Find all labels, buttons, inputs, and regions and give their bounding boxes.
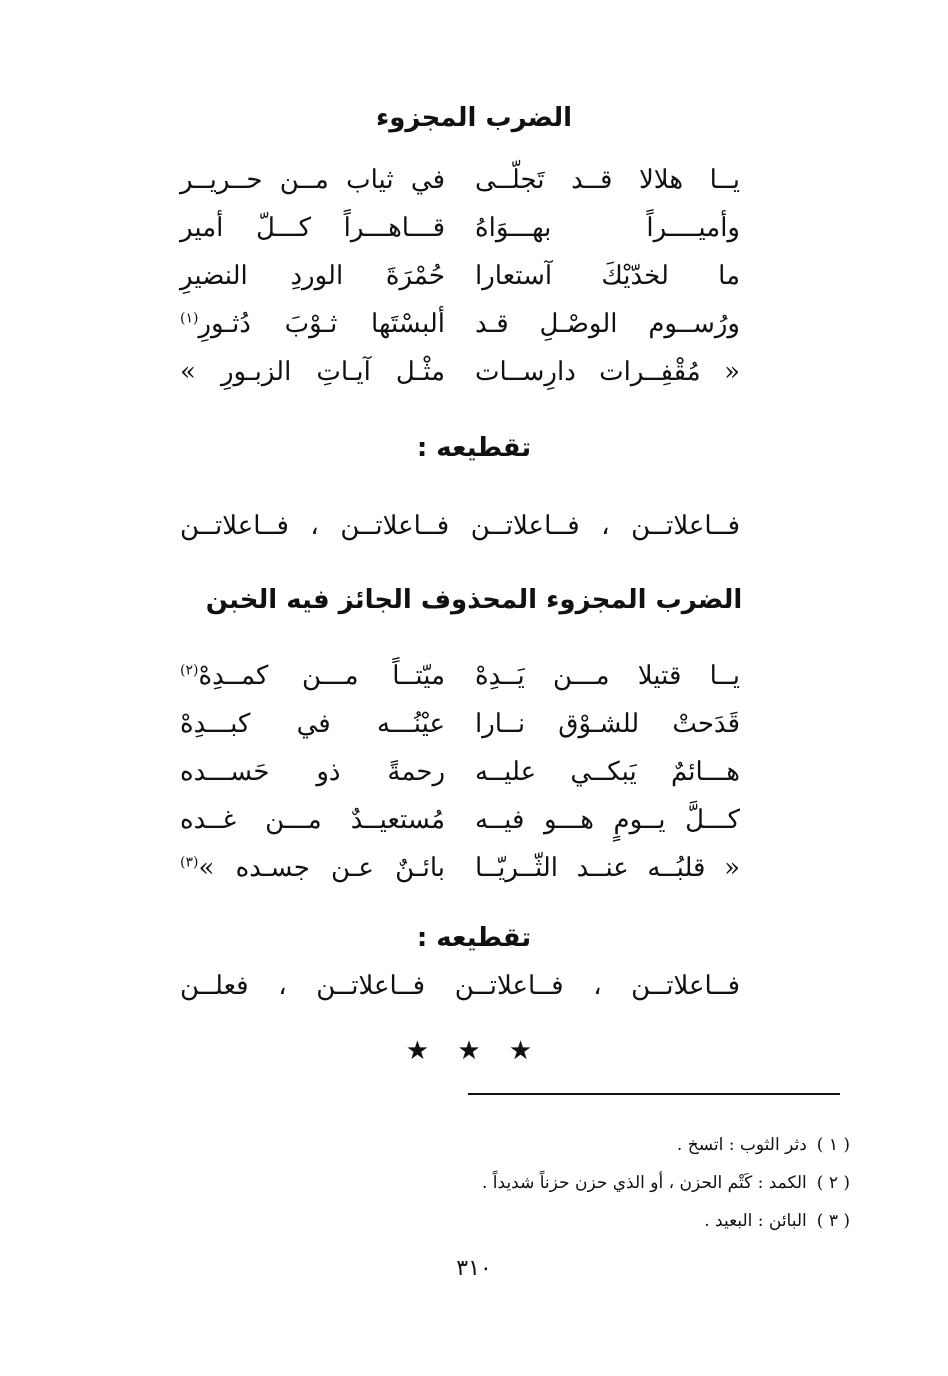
verse-first-hemistich: قَدَحتْ للشـوْق نــارا [475, 709, 740, 739]
verse-first-hemistich: كـــلَّ يــومٍ هـــو فيــه [475, 805, 740, 835]
scansion-foot: فــاعلاتــن [470, 511, 580, 541]
verse-second-hemistich: مثْـل آيـاتِ الزبـورِ » [180, 357, 445, 387]
footnote-divider [468, 1093, 840, 1095]
scansion-line [180, 964, 740, 1008]
verse-first-hemistich: ورُســوم الوصْـلِ قـد [475, 309, 740, 339]
verse-second-hemistich: بائـنٌ عـن جسـده »$^{(٣)}$ [180, 853, 445, 883]
footnote-text: الكمد : كَتْم الحزن ، أو الذي حزن حزناً شديداً . [482, 1173, 807, 1193]
verse-first-hemistich: يــا قتيلا مـــن يَــدِهْ [475, 661, 740, 691]
verse-second-hemistich: رحمةً ذو حَســـده [180, 757, 445, 787]
scansion-foot: فــاعلاتــن ، [601, 511, 741, 541]
footnote-text: البائن : البعيد . [704, 1211, 807, 1231]
footnote-marker: (٣) [180, 854, 199, 871]
footnote-marker: (١) [180, 310, 199, 327]
verse-first-hemistich: وأميــــراً بهـــوَاهُ [475, 213, 740, 243]
scansion-foot: فــاعلاتــن ، [278, 971, 426, 1001]
section-title: الضرب المجزوء المحذوف الجائز فيه الخبن [205, 585, 743, 615]
verse-second-hemistich: ألبسْتَها ثـوْبَ دُثـورِ$^{(١)}$ [180, 309, 445, 339]
footnotes [290, 1126, 850, 1240]
verse-first-hemistich: ما لخدّيْكَ آستعارا [475, 261, 740, 291]
verse-line [180, 652, 740, 700]
verse-line [180, 748, 740, 796]
page-number: ٣١٠ [456, 1256, 492, 1281]
verse-line [180, 796, 740, 844]
verse-second-hemistich: ميّتــاً مـــن كمــدِهْ$^{(٢)}$ [180, 661, 445, 691]
section-title: الضرب المجزوء [375, 103, 573, 133]
verse-line [180, 844, 740, 892]
scansion-foot: فــاعلاتــن [454, 971, 564, 1001]
poem-block [180, 156, 740, 396]
footnote-number: ( ١ ) [816, 1135, 850, 1155]
footnote-text: دثر الثوب : اتسخ . [676, 1135, 807, 1155]
verse-line [180, 252, 740, 300]
verse-line [180, 204, 740, 252]
verse-first-hemistich: « قلبُــه عنــد الثّــريّــا [475, 853, 740, 883]
scansion-foot: فــاعلاتــن ، [310, 511, 450, 541]
scansion-line [180, 504, 740, 548]
star-ornament: ★ ★ ★ [405, 1036, 543, 1066]
footnote-number: ( ٢ ) [816, 1173, 850, 1193]
verse-second-hemistich: عيْنُـــه في كبـــدِهْ [180, 709, 445, 739]
verse-first-hemistich: « مُقْفِــرات دارِســات [475, 357, 740, 387]
footnote [290, 1202, 850, 1240]
scansion-foot: فــاعلاتــن [180, 511, 289, 541]
verse-line [180, 700, 740, 748]
footnote-marker: (٢) [180, 662, 199, 679]
verse-second-hemistich: مُستعيــدٌ مـــن غــده [180, 805, 445, 835]
footnote [290, 1126, 850, 1164]
scansion-label: تقطيعه : [416, 923, 532, 953]
verse-line [180, 300, 740, 348]
verse-first-hemistich: هـــائمٌ يَبكــي عليــه [475, 757, 740, 787]
verse-second-hemistich: في ثياب مــن حــريــر [180, 165, 445, 195]
footnote [290, 1164, 850, 1202]
scansion-foot: فعلــن [180, 971, 249, 1001]
poem-block [180, 652, 740, 892]
verse-line [180, 348, 740, 396]
verse-line [180, 156, 740, 204]
verse-second-hemistich: حُمْرَةَ الوردِ النضيرِ [180, 261, 445, 291]
scansion-foot: فــاعلاتــن ، [593, 971, 741, 1001]
scansion-label: تقطيعه : [416, 433, 532, 463]
verse-first-hemistich: يــا هلالا قــد تَجلّــى [475, 165, 740, 195]
verse-second-hemistich: قـــاهـــراً كـــلّ أمير [180, 213, 445, 243]
footnote-number: ( ٣ ) [816, 1211, 850, 1231]
